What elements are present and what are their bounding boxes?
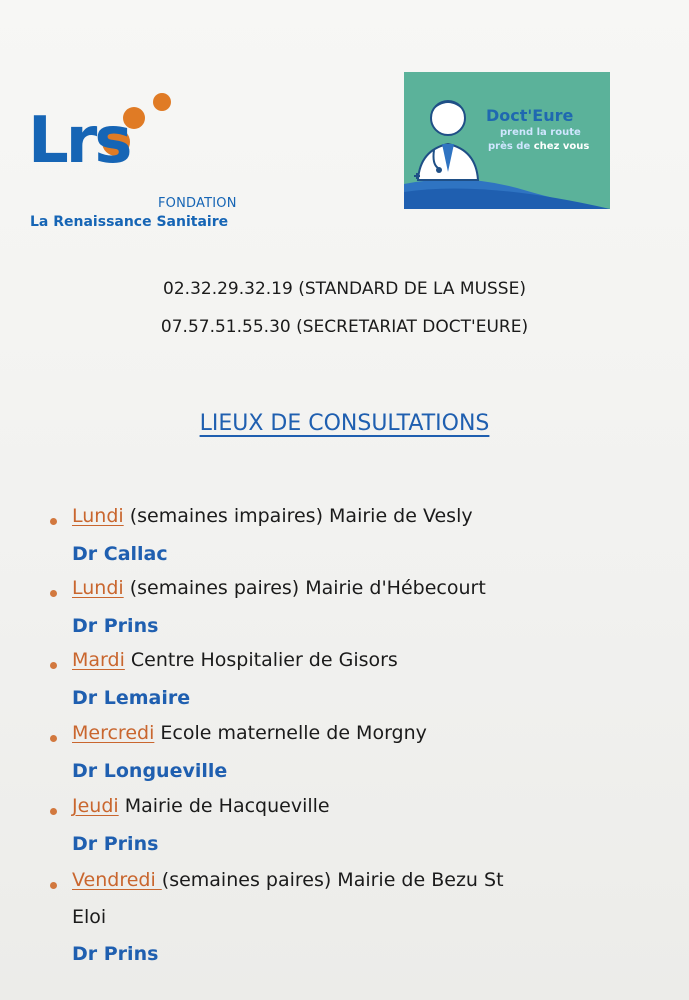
consultation-location: [72, 795, 330, 817]
consultation-location: [72, 649, 398, 671]
consultation-location: [72, 505, 473, 527]
bullet-icon: [50, 590, 57, 597]
phone-standard: 02.32.29.32.19 (STANDARD DE LA MUSSE): [163, 279, 526, 299]
consultation-place: (semaines paires) Mairie de Bezu St: [161, 869, 504, 891]
lrs-logo-tagline: La Renaissance Sanitaire: [30, 214, 229, 230]
banner-subtitle-line1: prend la route: [500, 127, 581, 138]
consultation-day: Lundi: [72, 505, 124, 527]
consultation-day: Mercredi: [72, 722, 155, 744]
consultation-day: Mardi: [72, 649, 125, 671]
phone-secretariat: 07.57.51.55.30 (SECRETARIAT DOCT'EURE): [160, 317, 529, 337]
consultation-doctor: Dr Lemaire: [72, 687, 191, 709]
bullet-icon: [50, 518, 57, 525]
consultations-heading-text: LIEUX DE CONSULTATIONS: [199, 411, 490, 436]
consultation-doctor: Dr Prins: [72, 615, 159, 637]
consultation-location: [72, 577, 486, 599]
consultation-doctor: Dr Longueville: [72, 760, 228, 782]
consultation-location-continued: Eloi: [72, 906, 107, 928]
consultation-day: Vendredi: [72, 869, 162, 891]
consultation-doctor: Dr Prins: [72, 833, 159, 855]
banner-subtitle-accent: chez vous: [533, 141, 590, 152]
consultation-place: (semaines paires) Mairie d'Hébecourt: [123, 577, 486, 599]
lrs-logo-fondation: FONDATION: [158, 196, 237, 211]
banner-subtitle-prefix: près de: [488, 141, 531, 152]
bullet-icon: [50, 662, 57, 669]
consultation-day: Jeudi: [72, 795, 119, 817]
consultation-place: Mairie de Hacqueville: [118, 795, 330, 817]
consultation-day: Lundi: [72, 577, 124, 599]
banner-title: Doct'Eure: [486, 106, 574, 125]
consultation-doctor: Dr Prins: [72, 943, 159, 965]
consultation-place: Centre Hospitalier de Gisors: [124, 649, 398, 671]
consultation-doctor: Dr Callac: [72, 543, 168, 565]
consultation-location: [72, 722, 427, 744]
bullet-icon: [50, 808, 57, 815]
consultation-place: (semaines impaires) Mairie de Vesly: [123, 505, 473, 527]
consultation-location: [72, 869, 504, 891]
consultation-place: Ecole maternelle de Morgny: [154, 722, 427, 744]
bullet-icon: [50, 735, 57, 742]
lrs-logo-letters: Lrs: [28, 104, 130, 178]
bullet-icon: [50, 882, 57, 889]
